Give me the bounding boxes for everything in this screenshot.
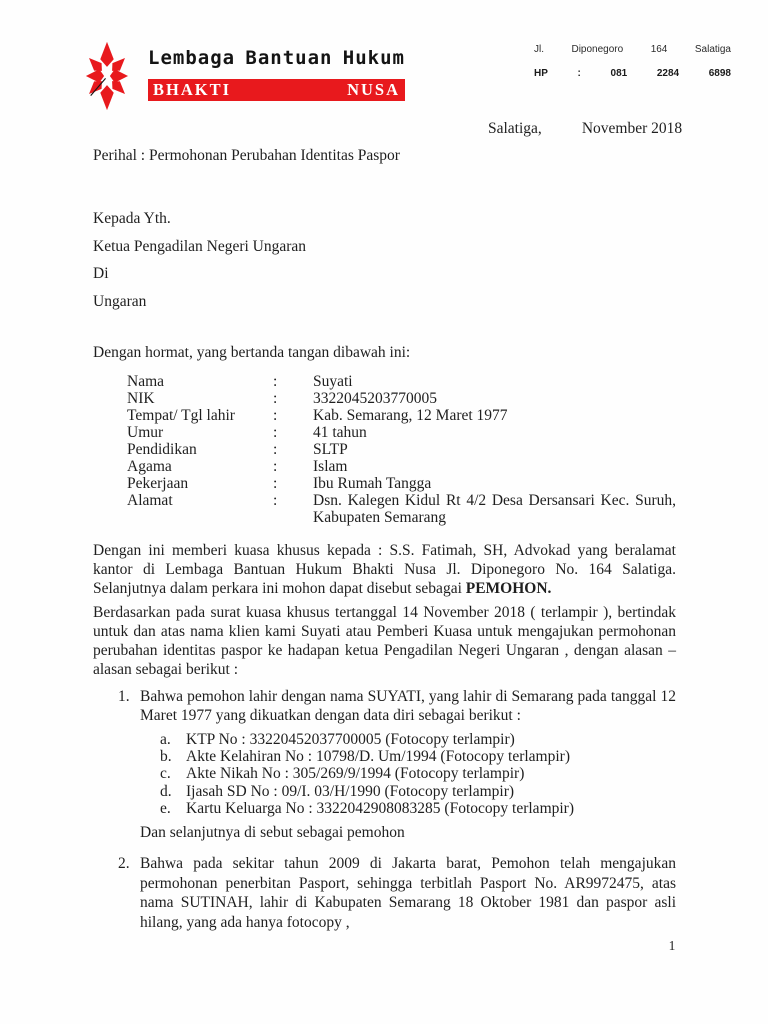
salutation: Dengan hormat, yang bertanda tangan dibawah ini: bbox=[93, 344, 411, 361]
item-number: 2. bbox=[118, 855, 130, 873]
sub-list bbox=[160, 731, 676, 817]
identity-label: Pendidikan bbox=[127, 441, 197, 458]
eight-petal-star-icon bbox=[83, 40, 131, 112]
phone-word: : bbox=[577, 68, 581, 79]
identity-colon: : bbox=[273, 407, 278, 424]
letterhead-address bbox=[534, 44, 731, 55]
date-month-year: November 2018 bbox=[581, 120, 683, 137]
identity-label: NIK bbox=[127, 390, 155, 407]
date-line bbox=[488, 120, 682, 138]
org-name bbox=[148, 47, 405, 69]
sub-item-text: Kartu Keluarga No : 3322042908083285 (Fotocopy terlampir) bbox=[186, 799, 574, 817]
address-word: 164 bbox=[650, 44, 668, 55]
address-word: Jl. bbox=[534, 44, 544, 55]
sub-item-text: KTP No : 33220452037700005 (Fotocopy terlampir) bbox=[186, 731, 515, 748]
identity-value: Kab. Semarang, 12 Maret 1977 bbox=[313, 407, 508, 424]
sub-item bbox=[160, 748, 676, 765]
phone-word: 081 bbox=[610, 68, 628, 79]
letterhead-contact bbox=[534, 44, 731, 79]
sub-item bbox=[160, 765, 676, 782]
identity-value: Ibu Rumah Tangga bbox=[313, 475, 432, 492]
identity-colon: : bbox=[273, 390, 278, 407]
org-banner-left: BHAKTI bbox=[153, 80, 232, 99]
identity-row bbox=[127, 441, 676, 458]
identity-label: Pekerjaan bbox=[127, 475, 189, 492]
identity-row bbox=[127, 373, 676, 390]
identity-colon: : bbox=[273, 475, 278, 492]
item-text: Bahwa pada sekitar tahun 2009 di Jakarta barat, Pemohon telah mengajukan permohonan penerbitan Pasport, sehingga terbitlah Pasport No. AR9972475, atas nama SUTINAH, lahir di Kabupaten Semarang 18 Oktober 1981 dan paspor asli hilang, yang ada hanya fotocopy , bbox=[140, 855, 676, 931]
subject-line: Perihal : Permohonan Perubahan Identitas Paspor bbox=[93, 147, 400, 164]
identity-colon: : bbox=[273, 441, 278, 458]
item-text: Bahwa pemohon lahir dengan nama SUYATI, yang lahir di Semarang pada tanggal 12 Maret 1977 yang dikuatkan dengan data diri sebagai berikut : bbox=[140, 688, 676, 724]
identity-value: Dsn. Kalegen Kidul Rt 4/2 Desa Dersansari Kec. Suruh, Kabupaten Semarang bbox=[313, 492, 676, 526]
sub-item bbox=[160, 731, 676, 748]
phone-word: HP bbox=[534, 68, 548, 79]
sub-item bbox=[160, 783, 676, 800]
recipient-line: Ungaran bbox=[93, 292, 147, 310]
sub-item-text: Akte Kelahiran No : 10798/D. Um/1994 (Fotocopy terlampir) bbox=[186, 748, 570, 766]
identity-value: Suyati bbox=[313, 373, 353, 390]
lbh-bhakti-nusa-logo bbox=[83, 40, 131, 112]
identity-row bbox=[127, 458, 676, 475]
recipient-line: Kepada Yth. bbox=[93, 210, 171, 227]
sub-item-text: Ijasah SD No : 09/I. 03/H/1990 (Fotocopy terlampir) bbox=[186, 782, 515, 800]
list-item-2 bbox=[118, 854, 676, 932]
org-banner-right: NUSA bbox=[347, 80, 400, 99]
sub-item-letter: c. bbox=[160, 765, 171, 783]
identity-label: Tempat/ Tgl lahir bbox=[127, 407, 235, 424]
identity-value: Islam bbox=[313, 458, 348, 475]
identity-label: Nama bbox=[127, 373, 165, 390]
reasons-list bbox=[93, 688, 676, 932]
identity-colon: : bbox=[273, 458, 278, 475]
basis-paragraph: Berdasarkan pada surat kuasa khusus tertanggal 14 November 2018 ( terlampir ), bertindak untuk dan atas nama klien kami Suyati atau Pemberi Kuasa untuk mengajukan permohonan perubahan identitas paspor ke hadapan ketua Pengadilan Negeri Ungaran , dengan alasan – alasan sebagai berikut : bbox=[93, 604, 676, 678]
identity-colon: : bbox=[273, 373, 278, 390]
address-word: Diponegoro bbox=[571, 44, 624, 55]
identity-row bbox=[127, 390, 676, 407]
phone-word: 6898 bbox=[708, 68, 731, 79]
list-item-1 bbox=[118, 688, 676, 725]
org-word: Lembaga bbox=[148, 47, 236, 69]
identity-value: 3322045203770005 bbox=[313, 390, 437, 407]
letterhead-phone bbox=[534, 68, 731, 79]
item-number: 1. bbox=[118, 688, 130, 705]
petitioner-term: PEMOHON. bbox=[465, 580, 552, 597]
recipient-line: Di bbox=[93, 265, 109, 282]
identity-colon: : bbox=[273, 424, 278, 441]
identity-row bbox=[127, 475, 676, 492]
sub-item-text: Akte Nikah No : 305/269/9/1994 (Fotocopy terlampir) bbox=[186, 765, 525, 783]
recipient-line: Ketua Pengadilan Negeri Ungaran bbox=[93, 237, 307, 255]
identity-value: 41 tahun bbox=[313, 424, 367, 441]
org-word: Bantuan bbox=[245, 47, 333, 69]
recipient-block bbox=[93, 205, 306, 315]
sub-item-letter: e. bbox=[160, 799, 171, 817]
phone-word: 2284 bbox=[656, 68, 680, 79]
identity-label: Alamat bbox=[127, 492, 173, 509]
page-number: 1 bbox=[668, 938, 676, 953]
item-1-footer: Dan selanjutnya di sebut sebagai pemohon bbox=[140, 824, 405, 842]
identity-row bbox=[127, 424, 676, 441]
sub-item-letter: d. bbox=[160, 782, 172, 800]
address-word: Salatiga bbox=[694, 44, 731, 55]
sub-item bbox=[160, 800, 676, 817]
date-city: Salatiga, bbox=[488, 120, 542, 137]
identity-value: SLTP bbox=[313, 441, 348, 458]
identity-colon: : bbox=[273, 492, 278, 509]
power-of-attorney-paragraph bbox=[93, 541, 676, 598]
identity-table bbox=[127, 373, 676, 526]
org-banner bbox=[148, 79, 405, 101]
identity-row bbox=[127, 492, 676, 526]
identity-label: Agama bbox=[127, 458, 172, 475]
paragraph-text: Dengan ini memberi kuasa khusus kepada : S.S. Fatimah, SH, Advokad yang beralamat kantor di Lembaga Bantuan Hukum Bhakti Nusa Jl. Diponegoro No. 164 Salatiga. Selanjutnya dalam perkara ini mohon dapat disebut sebagai bbox=[93, 542, 676, 597]
identity-row bbox=[127, 407, 676, 424]
sub-item-letter: b. bbox=[160, 748, 172, 766]
identity-label: Umur bbox=[127, 424, 164, 441]
sub-item-letter: a. bbox=[160, 731, 171, 748]
org-word: Hukum bbox=[342, 47, 405, 69]
